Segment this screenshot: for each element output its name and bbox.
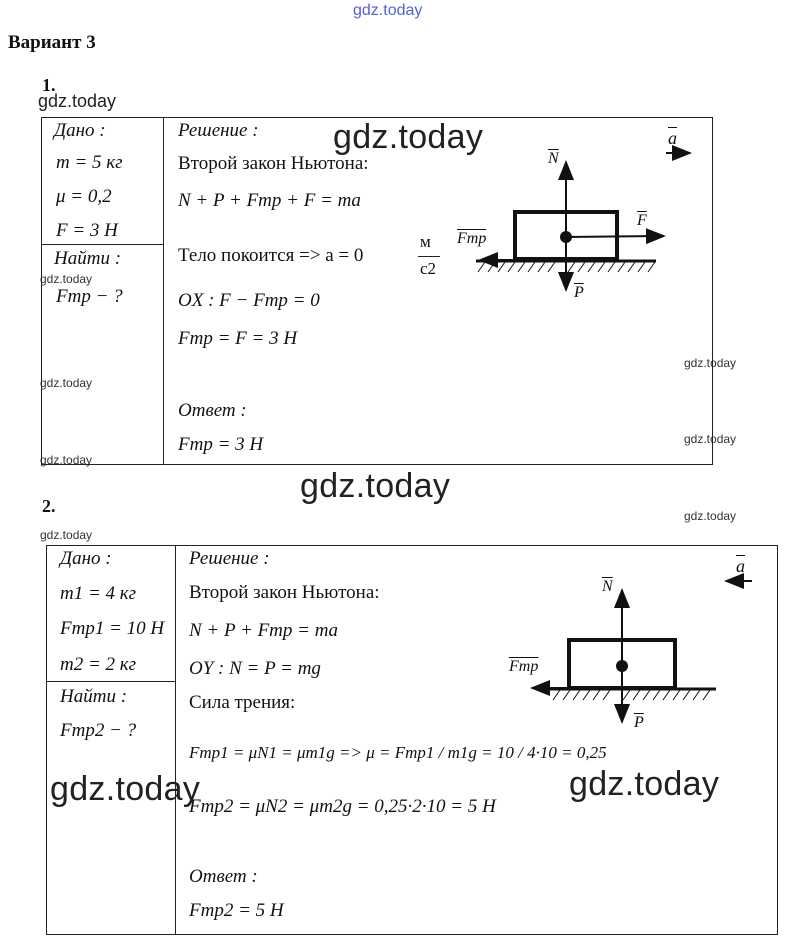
p2-vector-equation: N + P + Fтр = ma	[189, 620, 338, 641]
p1-force-label: $\overline{F}$	[637, 212, 647, 229]
problem-1-number: 1.	[42, 75, 56, 95]
p2-normal-label: $\overline{N}$	[602, 578, 613, 595]
p2-solution-label: Решение :	[189, 548, 270, 569]
p2-answer: Fтр2 = 5 H	[189, 900, 284, 921]
p2-surface-hatching	[553, 690, 710, 700]
problem-2-number: 2.	[42, 496, 56, 516]
watermark: gdz.today	[300, 467, 451, 505]
p1-newton-law: Второй закон Ньютона:	[178, 153, 369, 174]
p1-find-label: Найти :	[54, 248, 122, 269]
p1-answer-label: Ответ :	[178, 400, 247, 421]
p1-weight-label: $\overline{P}$	[574, 284, 584, 301]
p1-rest-condition: Тело покоится => a = 0	[178, 245, 364, 266]
watermark-top: gdz.today	[353, 2, 423, 19]
watermark: gdz.today	[40, 528, 93, 542]
p1-normal-label: $\overline{N}$	[548, 150, 559, 167]
p1-answer: Fтр = 3 H	[178, 434, 264, 455]
p1-given-item: F = 3 H	[56, 220, 118, 241]
p1-unit-numerator: м	[420, 232, 431, 251]
watermark: gdz.today	[569, 765, 720, 803]
p2-friction-label: Fтр	[509, 658, 539, 675]
p2-given-item: m2 = 2 кг	[60, 654, 137, 675]
p1-accel-label: $\overline{a}$	[668, 128, 677, 148]
watermark: gdz.today	[40, 376, 93, 390]
p2-center-dot	[616, 660, 628, 672]
p1-vector-equation: N + P + Fтр + F = ma	[178, 190, 361, 211]
p1-ox-equation: OX : F − Fтр = 0	[178, 290, 320, 311]
p2-friction-result: Fтр2 = μN2 = μm2g = 0,25·2·10 = 5 H	[189, 796, 496, 817]
p2-find-label: Найти :	[60, 686, 128, 707]
p1-find: Fтр − ?	[56, 286, 123, 307]
p2-given-item: m1 = 4 кг	[60, 583, 137, 604]
p1-unit-denominator: с2	[420, 259, 437, 278]
p2-find: Fтр2 − ?	[60, 720, 137, 741]
watermark: gdz.today	[684, 509, 737, 523]
p2-given-item: Fтр1 = 10 H	[60, 618, 165, 639]
p1-result: Fтр = F = 3 H	[178, 328, 298, 349]
p2-oy-equation: OY : N = P = mg	[189, 658, 321, 679]
p1-given-item: μ = 0,2	[56, 186, 112, 207]
p2-newton-law: Второй закон Ньютона:	[189, 582, 380, 603]
p1-friction-label: Fтр	[457, 230, 487, 247]
watermark: gdz.today	[684, 356, 737, 370]
p2-given-label: Дано :	[60, 548, 112, 569]
watermark: gdz.today	[40, 272, 93, 286]
watermark: gdz.today	[50, 770, 201, 808]
p2-accel-label: $\overline{a}$	[736, 556, 745, 576]
p2-mu-derivation: Fтр1 = μN1 = μm1g => μ = Fтр1 / m1g = 10 / 4·10 = 0,25	[189, 743, 607, 762]
p2-weight-label: $\overline{P}$	[634, 714, 644, 731]
watermark: gdz.today	[684, 432, 737, 446]
watermark: gdz.today	[40, 453, 93, 467]
p2-answer-label: Ответ :	[189, 866, 258, 887]
variant-title: Вариант 3	[8, 32, 96, 53]
watermark: gdz.today	[333, 118, 484, 156]
p1-given-label: Дано :	[54, 120, 106, 141]
p1-solution-label: Решение :	[178, 120, 259, 141]
p2-friction-heading: Сила трения:	[189, 692, 296, 713]
watermark: gdz.today	[38, 91, 117, 111]
p1-given-item: m = 5 кг	[56, 152, 123, 173]
